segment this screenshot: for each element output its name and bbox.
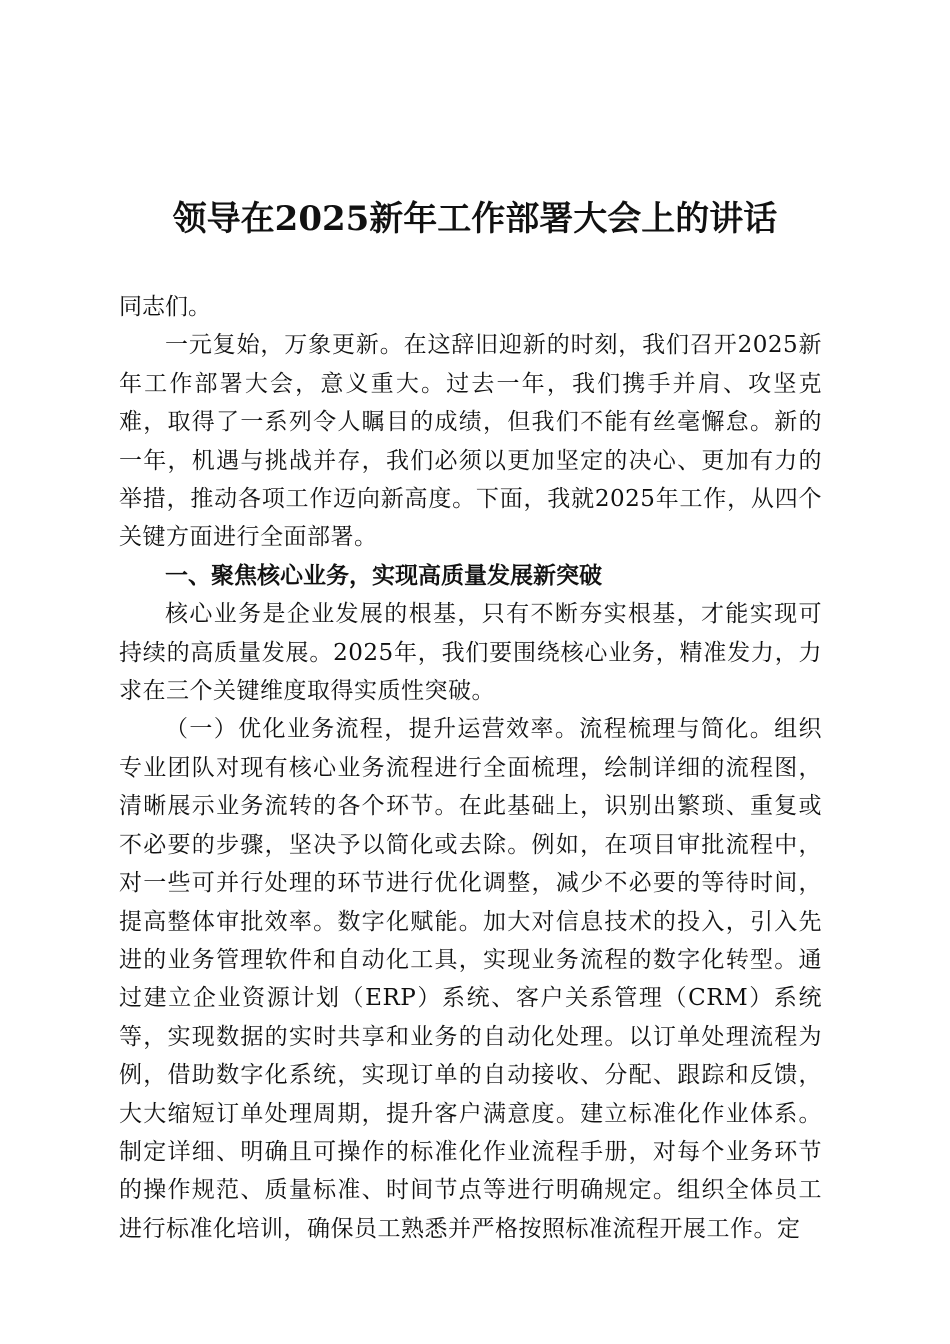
section-heading: 一、聚焦核心业务，实现高质量发展新突破 xyxy=(165,562,602,589)
section-paragraph: 核心业务是企业发展的根基，只有不断夯实根基，才能实现可持续的高质量发展。2025年，我们要围绕核心业务，精准发力，力求在三个关键维度取得实质性突破。 xyxy=(119,601,822,705)
document-body xyxy=(119,288,822,1248)
intro-paragraph: 一元复始，万象更新。在这辞旧迎新的时刻，我们召开2025新年工作部署大会，意义重大。过去一年，我们携手并肩、攻坚克难，取得了一系列令人瞩目的成绩，但我们不能有丝毫懈怠。新的一年，机遇与挑战并存，我们必须以更加坚定的决心、更加有力的举措，推动各项工作迈向新高度。下面，我就2025年工作，从四个关键方面进行全面部署。 xyxy=(119,332,822,551)
greeting: 同志们。 xyxy=(119,294,211,320)
document-title: 领导在2025新年工作部署大会上的讲话 xyxy=(172,199,778,239)
section-paragraph: （一）优化业务流程，提升运营效率。流程梳理与简化。组织专业团队对现有核心业务流程进行全面梳理，绘制详细的流程图，清晰展示业务流转的各个环节。在此基础上，识别出繁琐、重复或不必要的步骤，坚决予以简化或去除。例如，在项目审批流程中，对一些可并行处理的环节进行优化调整，减少不必要的等待时间，提高整体审批效率。数字化赋能。加大对信息技术的投入，引入先进的业务管理软件和自动化工具，实现业务流程的数字化转型。通过建立企业资源计划（ERP）系统、客户关系管理（CRM）系统等，实现数据的实时共享和业务的自动化处理。以订单处理流程为例，借助数字化系统，实现订单的自动接收、分配、跟踪和反馈，大大缩短订单处理周期，提升客户满意度。建立标准化作业体系。制定详细、明确且可操作的标准化作业流程手册，对每个业务环节的操作规范、质量标准、时间节点等进行明确规定。组织全体员工进行标准化培训，确保员工熟悉并严格按照标准流程开展工作。定 xyxy=(119,716,822,1242)
